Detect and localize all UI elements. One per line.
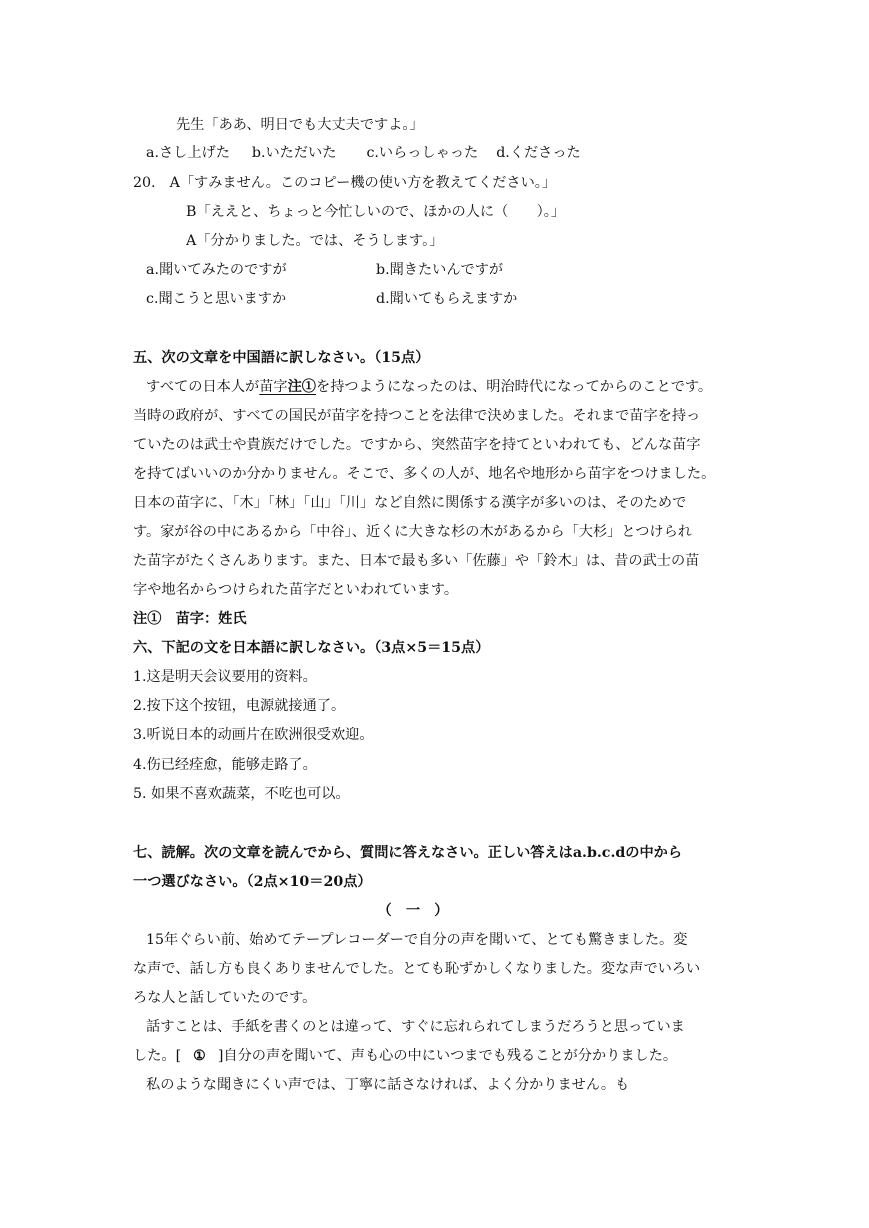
q20-number: 20.	[133, 175, 156, 191]
section7-part-label: （ 一 ）	[377, 903, 449, 919]
section5-note-marker: 注①	[287, 379, 316, 395]
section6-item-2: 2.按下这个按钮，电源就接通了。	[133, 698, 346, 714]
q19-option-c: c.いらっしゃった	[366, 145, 479, 161]
section6-item-3: 3.听说日本的动画片在欧洲很受欢迎。	[133, 727, 374, 743]
section5-line-5: 日本の苗字に、「木」「林」「山」「川」など自然に関係する漢字が多いのは、そのためで	[133, 495, 687, 511]
q19-option-b: b.いただいた	[251, 145, 337, 161]
q20-option-a: a.聞いてみたのですが	[146, 262, 287, 278]
section5-line-3: ていたのは武士や貴族だけでした。ですから、突然苗字を持てといわれても、どんな苗字	[133, 437, 701, 453]
q20-option-d: d.聞いてもらえますか	[376, 291, 518, 307]
q20-option-b: b.聞きたいんですが	[376, 262, 504, 278]
section7-para1-line2: な声で、話し方も良くありませんでした。とても恥ずかしくなりました。変な声でいろい	[133, 961, 701, 977]
q19-option-a: a.さし上げた	[146, 145, 230, 161]
section5-line-2: 当時の政府が、すべての国民が苗字を持つことを法律で決めました。それまで苗字を持っ	[133, 408, 701, 424]
section7-blank-1: ①	[193, 1048, 206, 1064]
section5-line-6: す。家が谷の中にあるから「中谷」、近くに大きな杉の木があるから「大杉」とつけられ	[133, 524, 692, 540]
section6-item-5: 5. 如果不喜欢蔬菜，不吃也可以。	[133, 786, 350, 802]
section5-line-4: を持てばいいのか分かりません。そこで、多くの人が、地名や地形から苗字をつけました。	[133, 466, 716, 482]
q19-teacher-line: 先生「ああ、明日でも大丈夫ですよ。」	[176, 117, 424, 133]
section7-para1-line3: ろな人と話していたのです。	[133, 990, 317, 1006]
q20-line-a1	[133, 169, 753, 198]
section6-item-4: 4.伤已经痊愈，能够走路了。	[133, 757, 317, 773]
q19-option-d: d.くださった	[496, 145, 581, 161]
section5-line1-post: を持つようになったのは、明治時代になってからのことです。	[316, 379, 713, 395]
section5-note: 注① 苗字：姓氏	[133, 611, 247, 627]
q20-option-c: c.聞こうと思いますか	[146, 291, 287, 307]
q20-line-b: B「ええと、ちょっと今忙しいので、ほかの人に（ ）。」	[186, 204, 566, 220]
section5-line1-pre: すべての日本人が	[146, 379, 260, 395]
section6-item-1: 1.这是明天会议要用的资料。	[133, 669, 317, 685]
q19-options	[146, 139, 766, 168]
section7-para2-line1: 話すことは、手紙を書くのとは違って、すぐに忘れられてしまうだろうと思っていま	[146, 1019, 685, 1035]
section7-heading-line2: 一つ選びなさい。（2点×10＝20点）	[133, 874, 372, 890]
section7-heading-line1: 七、読解。次の文章を読んでから、質問に答えなさい。正しい答えはa.b.c.dの中から	[133, 845, 683, 861]
section7-para2-line2	[133, 1042, 753, 1071]
q20-a1-text: A「すみません。このコピー機の使い方を教えてください。」	[169, 175, 557, 191]
section7-para2-post: ]自分の声を聞いて、声も心の中にいつまでも残ることが分かりました。	[217, 1048, 678, 1064]
q20-line-a2: A「分かりました。では、そうします。」	[186, 233, 444, 249]
section7-para3-line1: 私のような聞きにくい声では、丁寧に話さなければ、よく分かりません。も	[146, 1077, 630, 1093]
section5-line-1	[146, 373, 756, 402]
section5-heading: 五、次の文章を中国語に訳しなさい。（15点）	[133, 350, 430, 366]
section5-line-8: 字や地名からつけられた苗字だといわれています。	[133, 582, 459, 598]
section7-para1-line1: 15年ぐらい前、始めてテープレコーダーで自分の声を聞いて、とても驚きました。変	[146, 932, 688, 948]
section5-line-7: た苗字がたくさんあります。また、日本で最も多い「佐藤」や「鈴木」は、昔の武士の苗	[133, 553, 700, 569]
section5-underlined-word: 苗字	[259, 379, 288, 395]
q20-options-row1	[146, 256, 766, 285]
section6-heading: 六、下記の文を日本語に訳しなさい。（3点×5＝15点）	[133, 640, 490, 656]
q20-options-row2	[146, 285, 766, 314]
section7-para2-pre: した。[	[133, 1048, 182, 1064]
